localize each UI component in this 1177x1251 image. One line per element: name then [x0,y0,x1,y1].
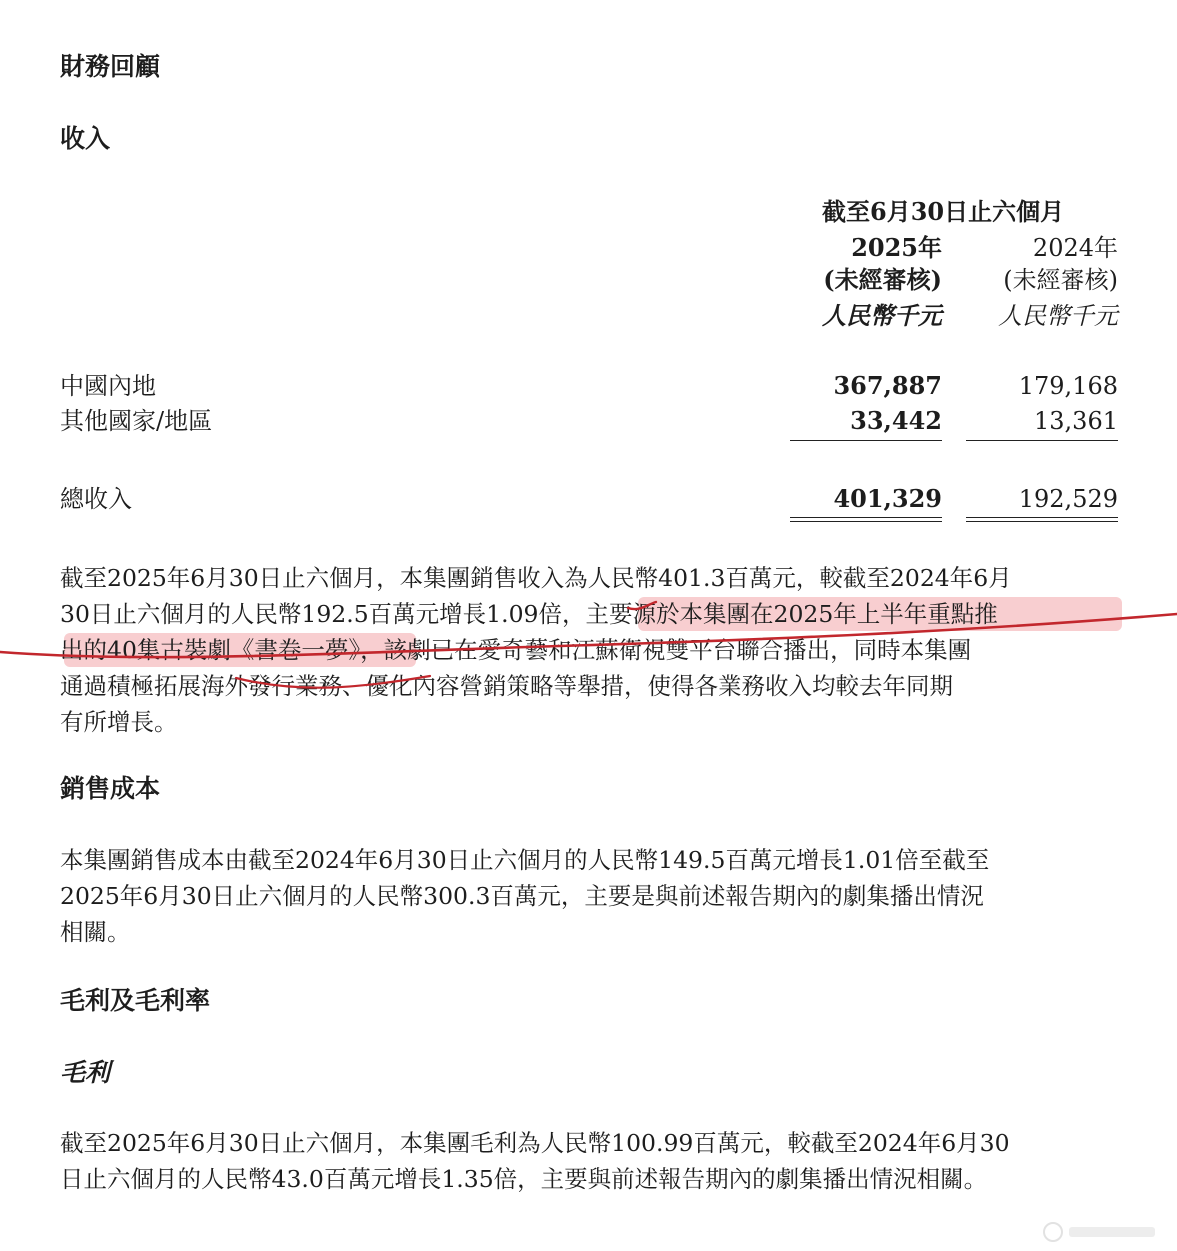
row-value-other-2025: 33,442 [850,406,942,435]
row-label-mainland-china: 中國內地 [60,372,156,400]
subtotal-rule-2024 [966,440,1118,441]
row-value-mainland-2025: 367,887 [833,371,942,400]
row-value-mainland-2024: 179,168 [1018,372,1118,400]
gross-profit-paragraph-line-2: 日止六個月的人民幣43.0百萬元增長1.35倍，主要與前述報告期內的劇集播出情況相關。 [60,1165,988,1193]
table-period-header: 截至6月30日止六個月 [822,197,1065,226]
gross-profit-paragraph [60,1125,1135,1197]
row-value-total-2024: 192,529 [1018,485,1118,513]
revenue-paragraph-line-1: 截至2025年6月30日止六個月，本集團銷售收入為人民幣401.3百萬元，較截至2024年6月 [60,564,1012,592]
column-unit-2025: 人民幣千元 [822,301,942,330]
gross-profit-paragraph-line-1: 截至2025年6月30日止六個月，本集團毛利為人民幣100.99百萬元，較截至2024年6月30 [60,1129,1010,1157]
revenue-paragraph-line-4: 通過積極拓展海外發行業務、優化內容營銷策略等舉措，使得各業務收入均較去年同期 [60,672,953,700]
column-year-2024: 2024年 [1032,234,1118,262]
watermark-icon [1041,1219,1161,1245]
column-year-2025: 2025年 [851,233,942,262]
section-heading-financial-review: 財務回顧 [60,52,161,81]
cost-paragraph-line-3: 相關。 [60,918,131,946]
subheading-cost-of-sales: 銷售成本 [60,774,161,803]
subtotal-rule-2025 [790,440,942,441]
revenue-paragraph-line-2: 30日止六個月的人民幣192.5百萬元增長1.09倍，主要源於本集團在2025年上半年重點推 [60,600,998,628]
row-value-other-2024: 13,361 [1034,407,1118,435]
revenue-paragraph [60,560,1135,740]
subheading-revenue: 收入 [60,124,111,153]
cost-paragraph-line-1: 本集團銷售成本由截至2024年6月30日止六個月的人民幣149.5百萬元增長1.01倍至截至 [60,846,990,874]
cost-paragraph [60,842,1135,950]
total-double-rule-2024 [966,517,1118,522]
revenue-paragraph-line-3: 出的40集古裝劇《書卷一夢》，該劇已在愛奇藝和江蘇衛視雙平台聯合播出，同時本集團 [60,636,972,664]
row-label-other-regions: 其他國家/地區 [60,407,213,435]
column-audit-2025: (未經審核) [823,265,942,294]
subheading-gross-profit-and-margin: 毛利及毛利率 [60,986,211,1015]
subheading-gross-profit: 毛利 [60,1058,111,1087]
row-label-total-revenue: 總收入 [60,485,132,513]
row-value-total-2025: 401,329 [833,484,942,513]
column-unit-2024: 人民幣千元 [998,302,1118,330]
total-double-rule-2025 [790,517,942,522]
cost-paragraph-line-2: 2025年6月30日止六個月的人民幣300.3百萬元，主要是與前述報告期內的劇集播出情況 [60,882,984,910]
column-audit-2024: (未經審核) [1003,266,1118,294]
revenue-paragraph-line-5: 有所增長。 [60,708,178,736]
